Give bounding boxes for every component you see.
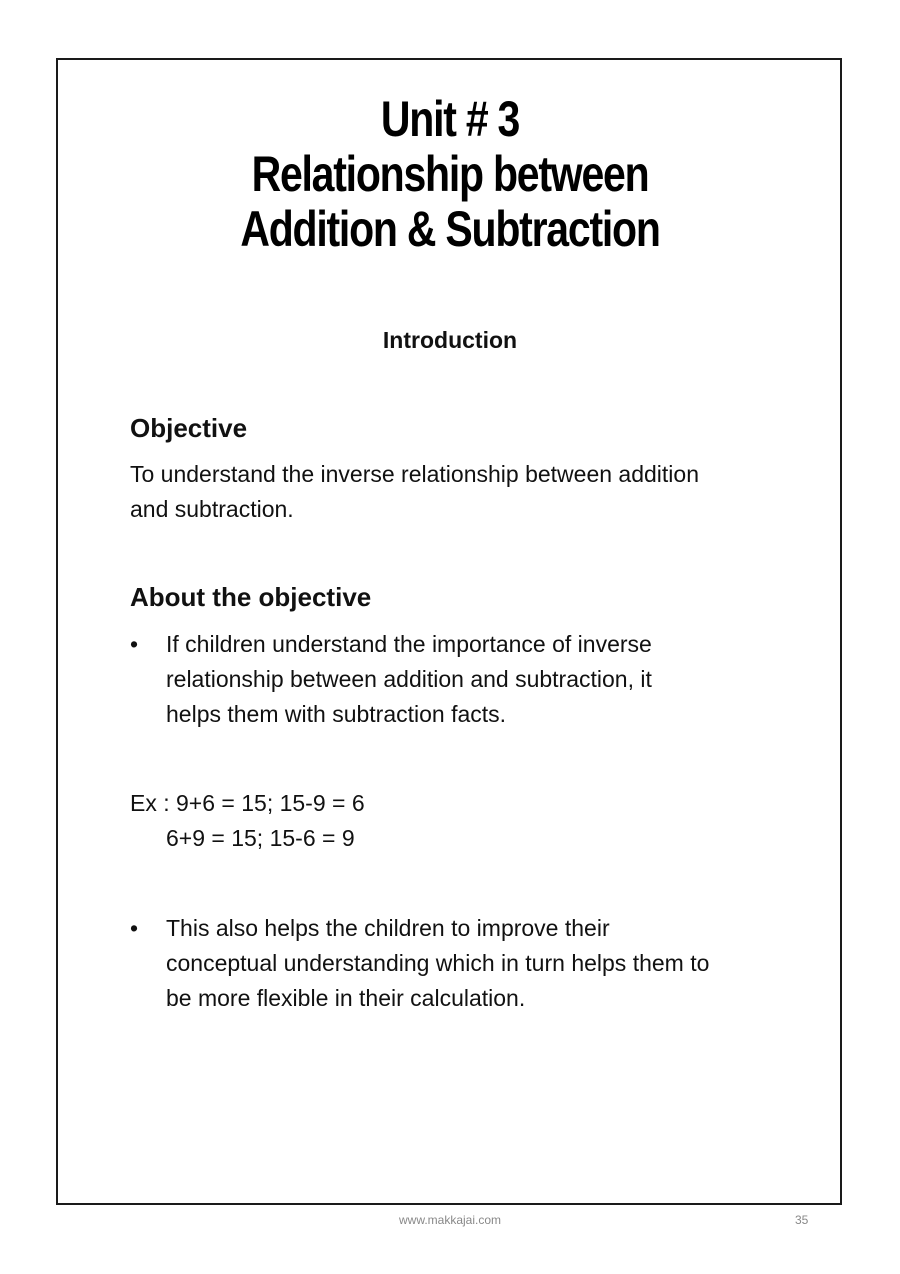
bullet-1-line-3: helps them with subtraction facts. [166,701,507,727]
objective-heading: Objective [130,413,248,443]
bullet-icon: • [130,915,139,941]
bullet-text [166,627,790,732]
bullet-icon: • [130,631,139,657]
bullet-2-line-2: conceptual understanding which in turn helps them to [166,950,710,976]
bullet-2-line-3: be more flexible in their calculation. [166,985,526,1011]
objective-text-line-1: To understand the inverse relationship between addition [130,461,699,487]
bullet-2-line-1: This also helps the children to improve their [166,915,610,941]
example-block [130,786,365,856]
objective-text [130,457,790,527]
unit-title-line-3: Addition & Subtraction [240,201,660,257]
example-line-1: Ex : 9+6 = 15; 15-9 = 6 [130,790,365,816]
unit-title-line-1: Unit # 3 [380,91,520,147]
objective-text-line-2: and subtraction. [130,496,294,522]
page-number: 35 [795,1213,809,1227]
unit-title-line-2: Relationship between [251,146,649,202]
unit-title [81,92,819,257]
about-objective-heading: About the objective [130,582,372,612]
bullet-item-conceptual-understanding [130,911,790,1016]
footer-website: www.makkajai.com [398,1213,502,1227]
bullet-item-inverse-relationship [130,627,790,732]
bullet-1-line-2: relationship between addition and subtraction, it [166,666,652,692]
bullet-1-line-1: If children understand the importance of inverse [166,631,652,657]
example-line-2: 6+9 = 15; 15-6 = 9 [166,825,355,851]
bullet-text [166,911,790,1016]
introduction-heading: Introduction [382,327,518,353]
